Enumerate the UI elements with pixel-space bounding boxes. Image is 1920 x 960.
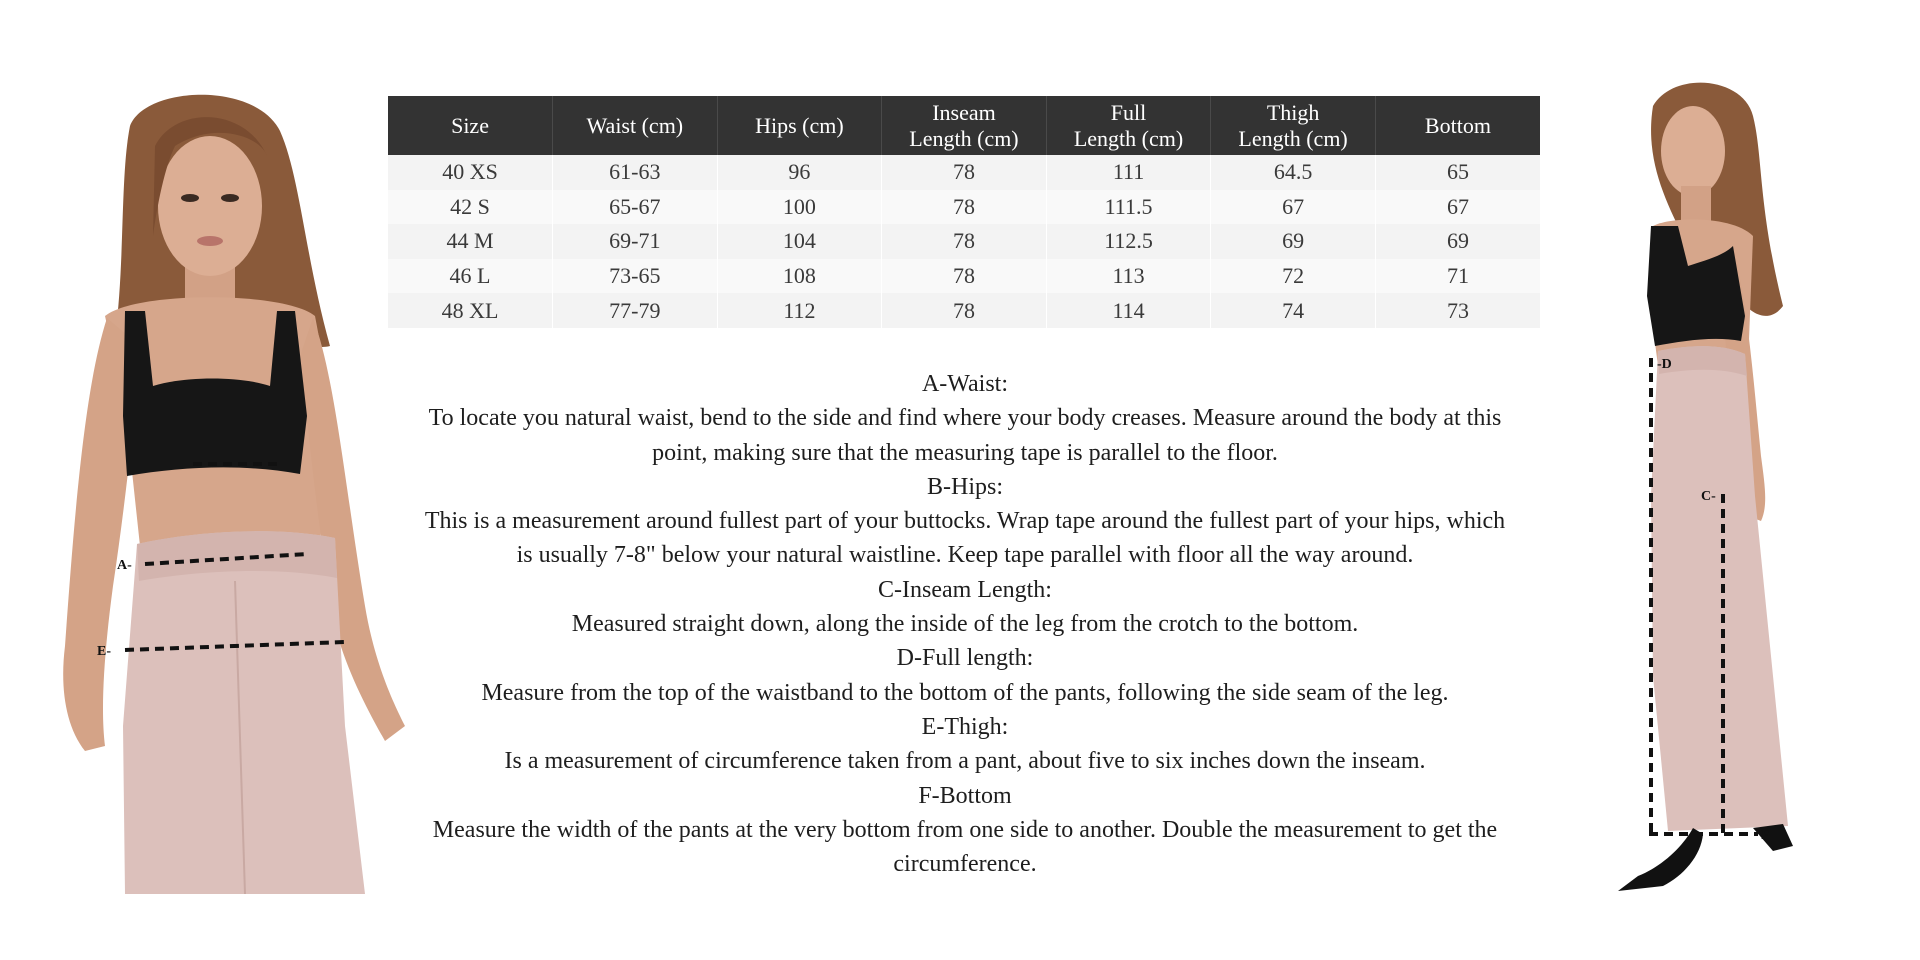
header-waist bbox=[553, 96, 718, 155]
side-model-image bbox=[1583, 76, 1833, 898]
cell-hips: 100 bbox=[717, 190, 882, 225]
cell-hips: 96 bbox=[717, 155, 882, 190]
measurement-guide bbox=[415, 367, 1515, 881]
cell-full-length: 111.5 bbox=[1046, 190, 1211, 225]
cell-hips: 108 bbox=[717, 259, 882, 294]
cell-inseam: 78 bbox=[882, 190, 1047, 225]
guide-title-full-length: D-Full length: bbox=[896, 645, 1034, 672]
cell-size: 40 XS bbox=[388, 155, 553, 190]
side-model-illustration bbox=[1583, 76, 1833, 898]
lips bbox=[197, 236, 223, 246]
marker-a-label: A- bbox=[117, 558, 132, 573]
header-text-line1: Thigh bbox=[1266, 99, 1320, 125]
marker-c-label: C- bbox=[1701, 489, 1716, 504]
guide-text-inseam: Measured straight down, along the inside of the leg from the crotch to the bottom. bbox=[571, 611, 1359, 638]
marker-d-label: -D bbox=[1657, 357, 1672, 372]
guide-text-bottom: Measure the width of the pants at the very bottom from one side to another. Double the measurement to get the circumference. bbox=[432, 816, 1498, 878]
table-row bbox=[388, 155, 1540, 190]
cell-bottom: 69 bbox=[1375, 224, 1540, 259]
cell-full-length: 113 bbox=[1046, 259, 1211, 294]
cell-thigh: 67 bbox=[1211, 190, 1376, 225]
cell-inseam: 78 bbox=[882, 293, 1047, 328]
header-text-line2: Length (cm) bbox=[1238, 125, 1348, 151]
cell-thigh: 64.5 bbox=[1211, 155, 1376, 190]
right-eye bbox=[221, 194, 239, 202]
shoe-front bbox=[1618, 828, 1703, 891]
marker-e-label: E- bbox=[97, 644, 111, 659]
cell-hips: 104 bbox=[717, 224, 882, 259]
cell-thigh: 69 bbox=[1211, 224, 1376, 259]
face bbox=[1661, 106, 1725, 196]
cell-size: 48 XL bbox=[388, 293, 553, 328]
guide-title-bottom: F-Bottom bbox=[918, 782, 1012, 809]
header-text: Waist (cm) bbox=[586, 112, 684, 138]
header-size bbox=[388, 96, 553, 155]
cell-full-length: 114 bbox=[1046, 293, 1211, 328]
header-text: Bottom bbox=[1424, 112, 1491, 138]
cell-waist: 69-71 bbox=[553, 224, 718, 259]
guide-title-inseam: C-Inseam Length: bbox=[878, 576, 1052, 603]
cell-waist: 65-67 bbox=[553, 190, 718, 225]
cell-size: 44 M bbox=[388, 224, 553, 259]
guide-text-hips: This is a measurement around fullest part of your buttocks. Wrap tape around the fullest part of your hips, which is usually 7-8" below your natural waistline. Keep tape parallel with floor all the way around. bbox=[424, 508, 1506, 569]
header-text-line2: Length (cm) bbox=[909, 125, 1019, 151]
table-row bbox=[388, 259, 1540, 294]
size-chart-table bbox=[388, 96, 1540, 328]
guide-title-waist: A-Waist: bbox=[921, 371, 1009, 397]
cell-inseam: 78 bbox=[882, 155, 1047, 190]
guide-title-thigh: E-Thigh: bbox=[921, 713, 1009, 740]
cell-thigh: 74 bbox=[1211, 293, 1376, 328]
cell-inseam: 78 bbox=[882, 259, 1047, 294]
front-model-illustration bbox=[45, 86, 415, 894]
cell-size: 46 L bbox=[388, 259, 553, 294]
cell-waist: 73-65 bbox=[553, 259, 718, 294]
cell-inseam: 78 bbox=[882, 224, 1047, 259]
guide-title-hips: B-Hips: bbox=[926, 473, 1003, 500]
header-full-length bbox=[1046, 96, 1211, 155]
table-header-row bbox=[388, 96, 1540, 155]
header-bottom bbox=[1375, 96, 1540, 155]
pants bbox=[1651, 346, 1788, 831]
cell-waist: 61-63 bbox=[553, 155, 718, 190]
cell-full-length: 111 bbox=[1046, 155, 1211, 190]
cell-size: 42 S bbox=[388, 190, 553, 225]
header-thigh bbox=[1211, 96, 1376, 155]
guide-text-thigh: Is a measurement of circumference taken from a pant, about five to six inches down the inseam. bbox=[504, 748, 1426, 775]
header-text-line1: Inseam bbox=[932, 99, 996, 125]
guide-text-waist: To locate you natural waist, bend to the side and find where your body creases. Measure around the body at this point, making sure that the measuring tape is parallel to the floor. bbox=[428, 405, 1502, 466]
left-eye bbox=[181, 194, 199, 202]
shoe-back bbox=[1753, 824, 1793, 851]
cell-bottom: 67 bbox=[1375, 190, 1540, 225]
header-text: Hips (cm) bbox=[755, 112, 844, 138]
table-row bbox=[388, 224, 1540, 259]
cell-bottom: 65 bbox=[1375, 155, 1540, 190]
marker-f-label: F bbox=[1761, 828, 1770, 843]
table-row bbox=[388, 190, 1540, 225]
cell-full-length: 112.5 bbox=[1046, 224, 1211, 259]
header-text: Size bbox=[451, 112, 489, 138]
cell-waist: 77-79 bbox=[553, 293, 718, 328]
guide-text-full-length: Measure from the top of the waistband to the bottom of the pants, following the side seam of the leg. bbox=[481, 679, 1449, 706]
table-row bbox=[388, 293, 1540, 328]
cell-thigh: 72 bbox=[1211, 259, 1376, 294]
cell-bottom: 73 bbox=[1375, 293, 1540, 328]
cell-hips: 112 bbox=[717, 293, 882, 328]
header-text-line2: Length (cm) bbox=[1073, 125, 1184, 151]
header-text-line1: Full bbox=[1110, 99, 1147, 125]
front-model-image bbox=[45, 86, 415, 894]
header-inseam bbox=[882, 96, 1047, 155]
header-hips bbox=[717, 96, 882, 155]
cell-bottom: 71 bbox=[1375, 259, 1540, 294]
face bbox=[158, 136, 262, 276]
